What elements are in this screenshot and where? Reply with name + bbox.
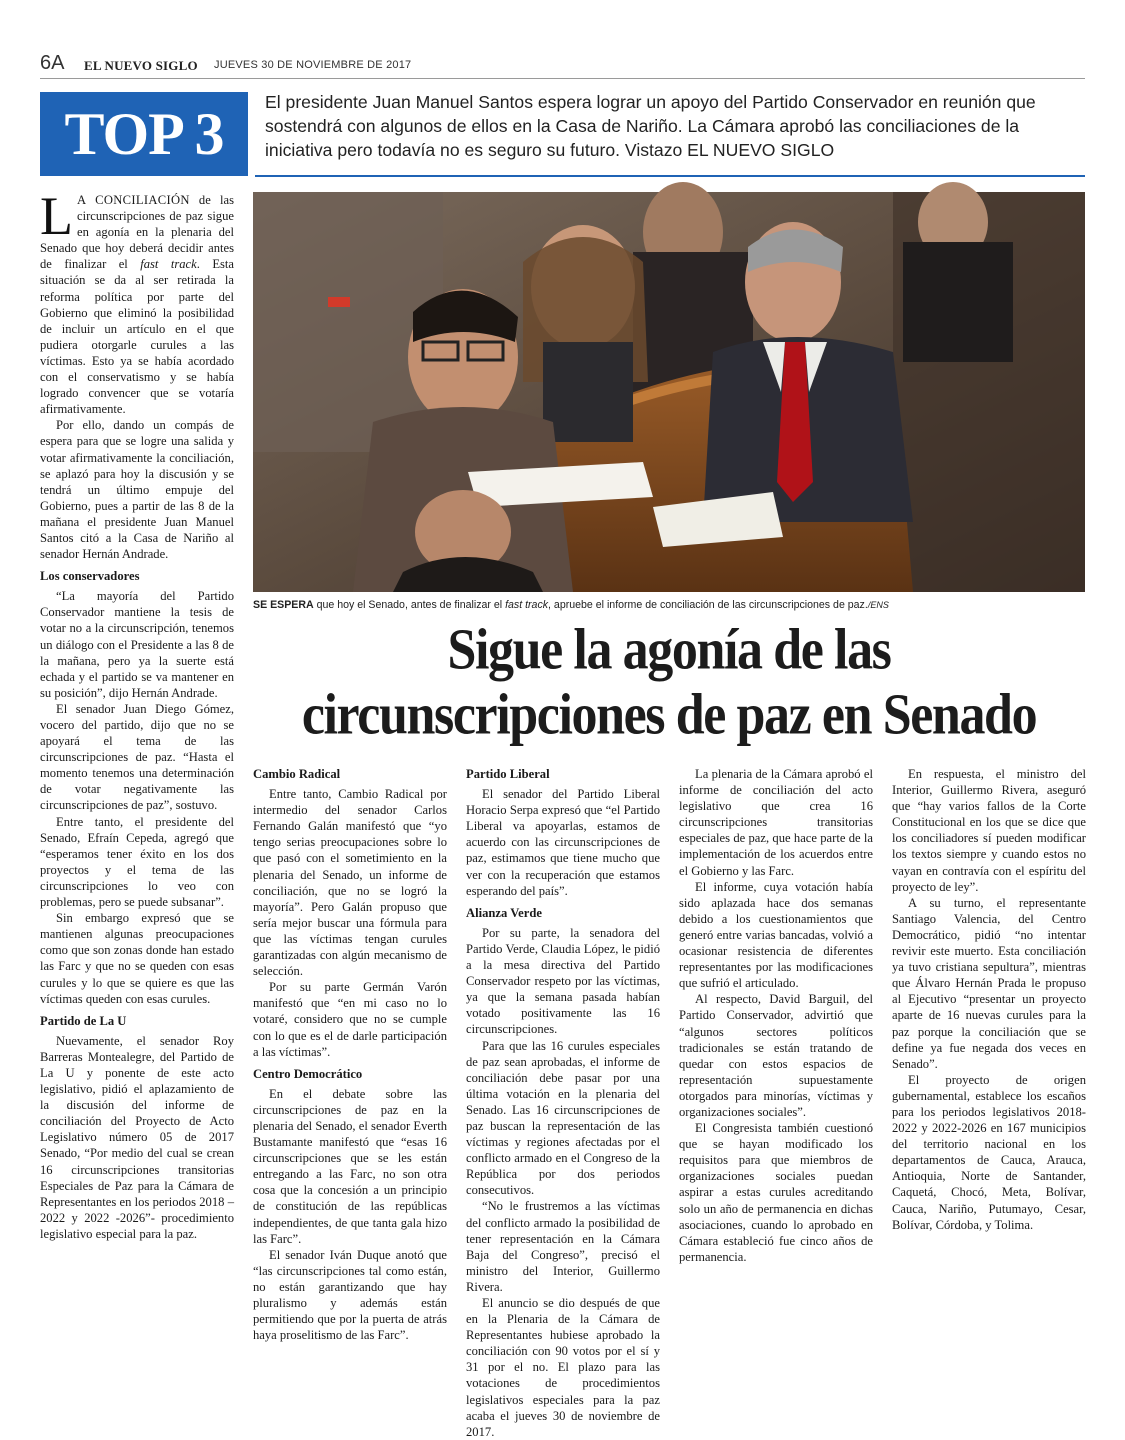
article-paragraph: Por su parte, la senadora del Partido Verde, Claudia López, le pidió a la mesa directiva del Partido Conservador respeto por las víctimas, ya que la semana pasada habían votado positivamente las 16 circunscripciones. — [466, 925, 660, 1037]
article-paragraph: L A CONCILIACIÓN de las circunscripciones de paz sigue en agonía en la plenaria del Senado que hoy deberá decidir antes de finalizar el fast track. Esta situación se da al ser retirada la reforma política por parte del Gobierno que eliminó la posibilidad de incluir un artículo en el que pudiera otorgarle curules a las víctimas. Esto ya se había acordado con el conservatismo y se había logrado convencer que se votaría afirmativamente. — [40, 186, 234, 417]
article-paragraph: Al respecto, David Barguil, del Partido Conservador, advirtió que “algunos sectores políticos tradicionales se están tratando de quedar con estos espacios de representación supuestamente otorgados para minorías, víctimas y organizaciones sociales”. — [679, 992, 873, 1119]
article-paragraph: Entre tanto, Cambio Radical por intermedio del senador Carlos Fernando Galán manifestó que “yo tengo serias preocupaciones sobre lo que pasó con el sometimiento en la plenaria del Senado, un informe de conciliación, que no se logró la mayoría”. Pero Galán propuso que sería mejor buscar una fórmula para que las víctimas tengan curules garantizadas con algún mecanismo de selección. — [253, 787, 447, 979]
photo-caption: SE ESPERA que hoy el Senado, antes de finalizar el fast track, apruebe el informe de conciliación de las circunscripciones de paz./ENS — [253, 599, 889, 611]
article-column-5 — [892, 766, 1086, 1358]
article-paragraph: El senador Juan Diego Gómez, vocero del partido, dijo que no se apoyará el tema de las circunscripciones de paz. “Hasta el momento tenemos una determinación de votar negativamente las circunscripciones de paz”, sostuvo. — [40, 701, 234, 813]
masthead: EL NUEVO SIGLO — [84, 58, 198, 73]
article-paragraph: “La mayoría del Partido Conservador mantiene la tesis de votar no a la circunscripción, tenemos un diálogo con el Presidente a las 8 de la mañana, pero ya la suerte está echada y el partido se va mantener en su posición”, dijo Hernán Andrade. — [40, 589, 234, 700]
divider — [255, 175, 1085, 177]
top3-intro: El presidente Juan Manuel Santos espera lograr un apoyo del Partido Conservador en reunión que sostendrá con algunos de ellos en la Casa de Nariño. La Cámara aprobó las conciliaciones de la iniciativa pero todavía no es seguro su futuro. Vistazo EL NUEVO SIGLO — [265, 92, 1036, 160]
article-column-3 — [466, 766, 660, 1439]
article-column-1 — [40, 186, 234, 1358]
article-paragraph: Entre tanto, el presidente del Senado, Efraín Cepeda, agregó que “esperamos tener éxito en los dos proyectos y el tema de las circunscripciones lo veo con problemas, pero se puede subsanar”. — [40, 814, 234, 910]
section-heading: Cambio Radical — [253, 767, 341, 781]
section-heading: Los conservadores — [40, 569, 140, 584]
top3-badge: TOP 3 — [40, 92, 248, 176]
headline — [253, 618, 1085, 748]
article-paragraph: El Congresista también cuestionó que se hayan modificado los requisitos para que miembros de organizaciones sociales puedan aspirar a estas curules acreditando solo un año de permanencia en dichas asociaciones, cuando lo aprobado en Cámara estableció fue cinco años de permanencia. — [679, 1121, 873, 1264]
section-heading: Partido de La U — [40, 1013, 127, 1028]
article-paragraph: Nuevamente, el senador Roy Barreras Montealegre, del Partido de La U y ponente de este acto legislativo, pidió el aplazamiento de la discusión del informe de conciliación del Proyecto de Acto Legislativo número 05 de 2017 Senado, “Por medio del cual se crean 16 circunscripciones transitorias Especiales de Paz para la Cámara de Representantes en los periodos 2018 – 2022 y 2022 -2026”- procedimiento legislativo especial para la paz. — [40, 1033, 234, 1241]
article-paragraph: La plenaria de la Cámara aprobó el informe de conciliación del acto legislativo que crea 16 circunscripciones transitorias especiales de paz, que hace parte de la implementación de los acuerdos entre el Gobierno y las Farc. — [679, 767, 873, 878]
article-column-2 — [253, 766, 447, 1358]
article-column-4 — [679, 766, 873, 1358]
article-paragraph: Para que las 16 curules especiales de paz sean aprobadas, el informe de conciliación debe pasar por una última votación en la plenaria del Senado. Las 16 circunscripciones de paz buscan la representación de las víctimas y regiones afectadas por el conflicto armado en el Congreso de la República por dos periodos consecutivos. — [466, 1038, 660, 1198]
news-photo — [253, 192, 1085, 592]
issue-date: JUEVES 30 DE NOVIEMBRE DE 2017 — [214, 59, 412, 71]
article-paragraph: Por su parte Germán Varón manifestó que “en mi caso no lo votaré, considero que no se cumple con lo que es el de darle participación a las víctimas”. — [253, 980, 447, 1059]
article-paragraph: El informe, cuya votación había sido aplazada hace dos semanas debido a los cuestionamientos que generó entre varias bancadas, volvió a ocasionar resistencia de diferentes representantes por las modificaciones que sufrió el articulado. — [679, 879, 873, 991]
section-heading: Centro Democrático — [253, 1066, 363, 1081]
page-number: 6A — [40, 52, 65, 74]
article-paragraph: El senador Iván Duque anotó que “las circunscripciones tal como están, no están garantizando que hay pluralismo y además están permitiendo que por la puerta de atrás haya proselitismo de las Farc”. — [253, 1247, 447, 1343]
article-paragraph: El senador del Partido Liberal Horacio Serpa expresó que “el Partido Liberal va apoyarlas, estamos de acuerdo con las circunscripciones de paz, estimamos que tiene mucho que ver con la recuperación que estamos esperando del país”. — [466, 787, 660, 898]
article-paragraph: El anuncio se dio después de que en la Plenaria de la Cámara de Representantes hubiese aprobado la conciliación con 90 votos por el sí y 31 por el no. El plazo para las votaciones de procedimientos legislativos especiales para la paz acaba el jueves 30 de noviembre de 2017. — [466, 1296, 660, 1439]
article-paragraph: Por ello, dando un compás de espera para que se logre una salida y votar afirmativamente la conciliación, se aplazó para hoy la discusión y se tendrá un último empuje del Gobierno, pues a partir de las 8 de la mañana el presidente Juan Manuel Santos citó a la Casa de Nariño al senador Hernán Andrade. — [40, 418, 234, 562]
headline-line-2: circunscripciones de paz en Senado — [301, 682, 1037, 747]
article-paragraph: “No le frustremos a las víctimas del conflicto armado la posibilidad de tener representación en la Cámara Baja del Congreso”, precisó el ministro del Interior, Guillermo Rivera. — [466, 1199, 660, 1294]
section-heading: Partido Liberal — [466, 767, 550, 781]
photo-credit: /ENS — [867, 600, 889, 610]
article-paragraph: Sin embargo expresó que se mantienen algunas preocupaciones como que son zonas donde han estado las Farc y que no se queden con esas curules y lo que se quiere es que las víctimas queden con esas curules. — [40, 911, 234, 1006]
article-paragraph: En el debate sobre las circunscripciones de paz en la plenaria del Senado, el senador Everth Bustamante manifestó que “esas 16 circunscripciones que se les están entregando a las Farc, no son otra cosa que la concesión a un principio de constitución de las repúblicas independientes, de que tanta gala hizo las Farc”. — [253, 1086, 447, 1246]
article-paragraph: En respuesta, el ministro del Interior, Guillermo Rivera, aseguró que “hay varios fallos de la Corte Constitucional en los que se dice que los conciliadores sí pueden modificar los textos siempre y cuando estos no vayan en contravía con el espíritu del proyecto de ley”. — [892, 767, 1086, 894]
article-paragraph: El proyecto de origen gubernamental, establece los escaños para los periodos legislativos 2018-2022 y 2022-2026 en 167 municipios del territorio nacional en los departamentos de Cauca, Arauca, Antioquia, Norte de Santander, Caquetá, Chocó, Meta, Bolívar, Cauca, Nariño, Putumayo, Cesar, Bolívar, Córdoba, y Tolima. — [892, 1072, 1086, 1232]
photo-illustration — [253, 192, 1085, 592]
drop-cap: L — [40, 186, 73, 246]
page-header — [40, 52, 1085, 79]
headline-line-1: Sigue la agonía de las — [447, 618, 891, 682]
article-paragraph: A su turno, el representante Santiago Valencia, del Centro Democrático, pidió “no intentar revivir este muerto. Esta conciliación ya tuvo cristiana sepultura”, mientras que Álvaro Hernán Prada le propuso al Ejecutivo “presentar un proyecto aparte de 16 nuevas curules para la paz porque la conciliación que se define ya fue negada dos veces en Senado”. — [892, 895, 1086, 1071]
section-heading: Alianza Verde — [466, 905, 542, 920]
